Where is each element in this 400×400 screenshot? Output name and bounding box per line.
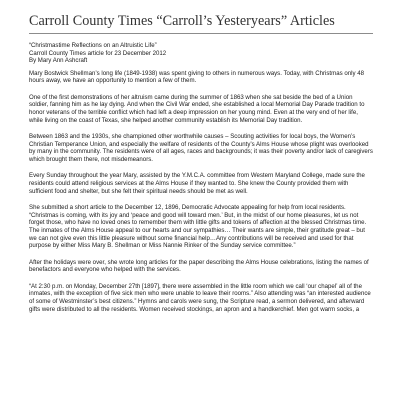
article-title: “Christmastime Reflections on an Altruistic Life” xyxy=(29,42,157,49)
article-byline: By Mary Ann Ashcraft xyxy=(29,57,88,65)
article-header xyxy=(29,42,373,65)
paragraph: Between 1863 and the 1930s, she championed other worthwhile causes – Scouting activities for local boys, the Women’s Christian Temperance Union, and especially the welfare of residents of the County’s Alms House whose plight was overlooked by many in the community. The residents were of all ages, races and backgrounds; it was their poverty and/or lack of caregivers which brought them there, not misdemeanors. xyxy=(29,133,373,164)
article-source: Carroll County Times article for 23 December 2012 xyxy=(29,49,167,57)
title-divider xyxy=(29,33,373,34)
page-title: Carroll County Times “Carroll’s Yesteryears” Articles xyxy=(29,13,335,29)
paragraph: After the holidays were over, she wrote long articles for the paper describing the Alms House celebrations, listing the names of benefactors and everyone who helped with the services. xyxy=(29,258,369,274)
paragraph: She submitted a short article to the December 12, 1896, Democratic Advocate appealing for help from local residents. “Christmas is coming, with its joy and ‘peace and good will toward men.’ But, in the midst of our home pleasures, let us not forget those, who have no loved ones to remember them with little gifts and tokens of affection at the blessed Christmas time. The inmates of the Alms House appeal to our hearts and our sympathies… Their wants are simple, their gratitude great – but we can not give even this little pleasure without some financial help…Any contributions will be received and used for that purpose by either Miss Mary B. Shellman or Miss Nannie Rinker of the Sunday service committee.” xyxy=(29,203,367,250)
paragraph: Every Sunday throughout the year Mary, assisted by the Y.M.C.A. committee from Western Maryland College, made sure the residents could attend religious services at the Alms House if they wanted to. She knew the County provided them with sufficient food and shelter, but she felt their spiritual needs should be met as well. xyxy=(29,172,365,195)
paragraph: Mary Bostwick Shellman’s long life (1849-1938) was spent giving to others in numerous ways. Today, with Christmas only 48 hours away, we have an opportunity to mention a few of them. xyxy=(29,69,364,85)
paragraph: “At 2:30 p.m. on Monday, December 27th [1897], there were assembled in the little room which we call ‘our chapel’ all of the inmates, with the exception of five sick men who were unable to leave their rooms.” Also attending was “an interested audience of some of Westminster’s best citizens.” Hymns and carols were sung, the Scripture read, a sermon delivered, and afterward gifts were distributed to all the residents. Women received stockings, an apron and a handkerchief. Men got warm socks, a xyxy=(29,282,371,313)
paragraph: One of the first demonstrations of her altruism came during the summer of 1863 when she sat beside the bed of a Union soldier, fanning him as he lay dying. And when the Civil War ended, she established a local Memorial Day Parade tradition to honor veterans of the terrible conflict which had left a deep impression on her young mind. Even at the very end of her life, while living on the coast of Texas, she helped another community establish its Memorial Day tradition. xyxy=(29,93,365,124)
